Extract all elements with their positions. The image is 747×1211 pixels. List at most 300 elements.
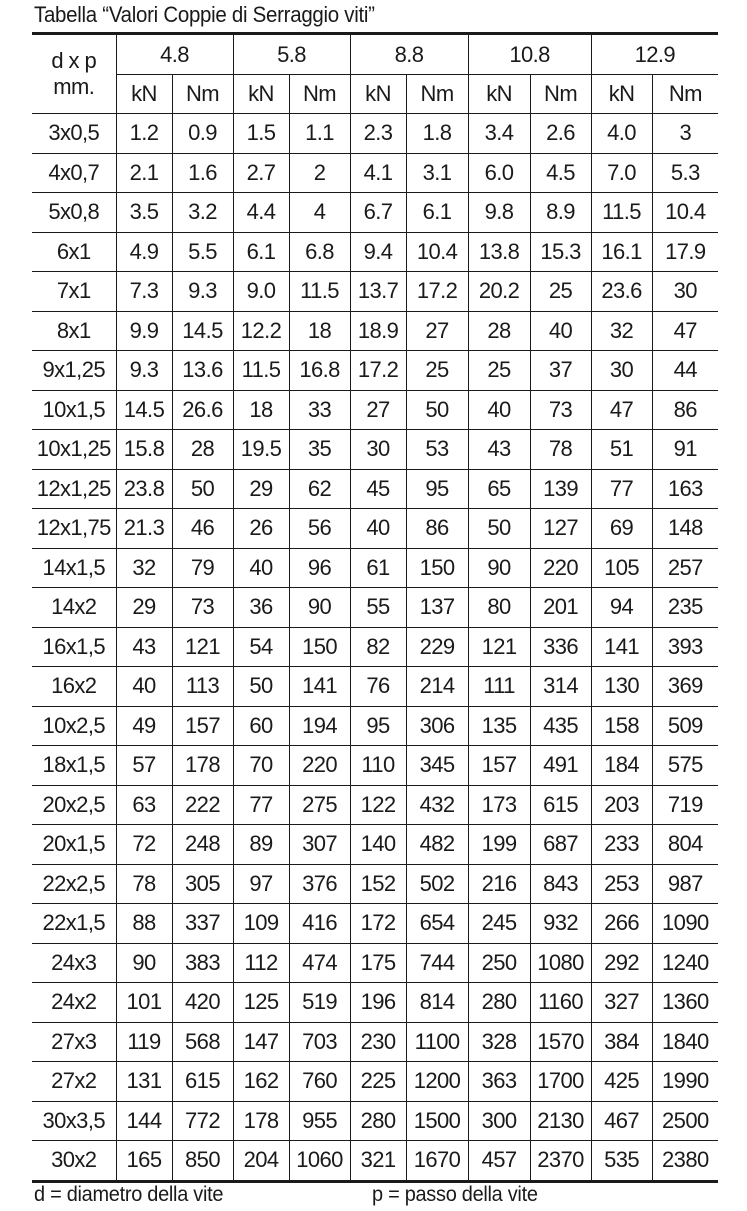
torque-nm-cell: 772 <box>172 1101 233 1141</box>
torque-nm-cell: 1240 <box>652 943 718 983</box>
footer-diameter-note: d = diametro della vite <box>34 1183 224 1206</box>
table-row <box>32 785 718 825</box>
force-kn-cell: 13.7 <box>350 272 406 312</box>
table-row <box>32 627 718 667</box>
unit-header: kN <box>350 75 406 114</box>
torque-nm-cell: 3.2 <box>172 193 233 233</box>
force-kn-cell: 49 <box>116 706 172 746</box>
force-kn-cell: 9.4 <box>350 232 406 272</box>
screw-size-cell: 3x0,5 <box>32 114 116 154</box>
force-kn-cell: 2.7 <box>233 153 289 193</box>
torque-nm-cell: 435 <box>530 706 591 746</box>
force-kn-cell: 2.1 <box>116 153 172 193</box>
force-kn-cell: 165 <box>116 1141 172 1182</box>
force-kn-cell: 60 <box>233 706 289 746</box>
screw-size-cell: 20x1,5 <box>32 825 116 865</box>
torque-nm-cell: 2370 <box>530 1141 591 1182</box>
force-kn-cell: 30 <box>350 430 406 470</box>
screw-size-cell: 10x1,25 <box>32 430 116 470</box>
torque-nm-cell: 3.1 <box>406 153 468 193</box>
torque-nm-cell: 141 <box>289 667 350 707</box>
torque-nm-cell: 235 <box>652 588 718 628</box>
force-kn-cell: 172 <box>350 904 406 944</box>
torque-nm-cell: 229 <box>406 627 468 667</box>
table-row <box>32 390 718 430</box>
table-row <box>32 1022 718 1062</box>
dxp-label: d x p <box>51 48 97 73</box>
torque-nm-cell: 1500 <box>406 1101 468 1141</box>
force-kn-cell: 45 <box>350 469 406 509</box>
torque-nm-cell: 314 <box>530 667 591 707</box>
force-kn-cell: 245 <box>468 904 530 944</box>
torque-nm-cell: 53 <box>406 430 468 470</box>
torque-nm-cell: 719 <box>652 785 718 825</box>
screw-size-cell: 9x1,25 <box>32 351 116 391</box>
force-kn-cell: 27 <box>350 390 406 430</box>
torque-nm-cell: 220 <box>530 548 591 588</box>
header-row-classes <box>32 34 718 75</box>
force-kn-cell: 203 <box>591 785 652 825</box>
force-kn-cell: 90 <box>468 548 530 588</box>
screw-size-cell: 10x2,5 <box>32 706 116 746</box>
header-row-units <box>32 75 718 114</box>
unit-header: Nm <box>172 75 233 114</box>
force-kn-cell: 18 <box>233 390 289 430</box>
torque-nm-cell: 248 <box>172 825 233 865</box>
torque-nm-cell: 804 <box>652 825 718 865</box>
force-kn-cell: 105 <box>591 548 652 588</box>
force-kn-cell: 4.4 <box>233 193 289 233</box>
torque-nm-cell: 37 <box>530 351 591 391</box>
force-kn-cell: 535 <box>591 1141 652 1182</box>
force-kn-cell: 82 <box>350 627 406 667</box>
force-kn-cell: 121 <box>468 627 530 667</box>
table-row <box>32 193 718 233</box>
torque-nm-cell: 163 <box>652 469 718 509</box>
force-kn-cell: 9.9 <box>116 311 172 351</box>
force-kn-cell: 17.2 <box>350 351 406 391</box>
unit-header: Nm <box>652 75 718 114</box>
force-kn-cell: 61 <box>350 548 406 588</box>
force-kn-cell: 9.8 <box>468 193 530 233</box>
screw-size-cell: 24x2 <box>32 983 116 1023</box>
torque-nm-cell: 5.5 <box>172 232 233 272</box>
force-kn-cell: 78 <box>116 864 172 904</box>
unit-header: kN <box>233 75 289 114</box>
table-title: Tabella “Valori Coppie di Serraggio viti” <box>34 2 375 27</box>
torque-nm-cell: 1100 <box>406 1022 468 1062</box>
screw-size-cell: 12x1,75 <box>32 509 116 549</box>
force-kn-cell: 147 <box>233 1022 289 1062</box>
force-kn-cell: 4.1 <box>350 153 406 193</box>
force-kn-cell: 12.2 <box>233 311 289 351</box>
force-kn-cell: 77 <box>233 785 289 825</box>
force-kn-cell: 321 <box>350 1141 406 1182</box>
screw-size-cell: 4x0,7 <box>32 153 116 193</box>
force-kn-cell: 23.6 <box>591 272 652 312</box>
class-header: 5.8 <box>233 34 350 75</box>
force-kn-cell: 89 <box>233 825 289 865</box>
force-kn-cell: 140 <box>350 825 406 865</box>
unit-mm-label: mm. <box>53 74 95 99</box>
torque-nm-cell: 40 <box>530 311 591 351</box>
force-kn-cell: 70 <box>233 746 289 786</box>
torque-nm-cell: 11.5 <box>289 272 350 312</box>
force-kn-cell: 50 <box>468 509 530 549</box>
screw-size-cell: 22x1,5 <box>32 904 116 944</box>
class-header: 12.9 <box>591 34 718 75</box>
force-kn-cell: 3.4 <box>468 114 530 154</box>
torque-nm-cell: 1080 <box>530 943 591 983</box>
class-header: 8.8 <box>350 34 468 75</box>
torque-nm-cell: 121 <box>172 627 233 667</box>
torque-nm-cell: 17.2 <box>406 272 468 312</box>
force-kn-cell: 95 <box>350 706 406 746</box>
force-kn-cell: 3.5 <box>116 193 172 233</box>
torque-nm-cell: 15.3 <box>530 232 591 272</box>
force-kn-cell: 199 <box>468 825 530 865</box>
torque-nm-cell: 687 <box>530 825 591 865</box>
torque-nm-cell: 2 <box>289 153 350 193</box>
force-kn-cell: 28 <box>468 311 530 351</box>
torque-nm-cell: 744 <box>406 943 468 983</box>
force-kn-cell: 250 <box>468 943 530 983</box>
torque-nm-cell: 78 <box>530 430 591 470</box>
force-kn-cell: 57 <box>116 746 172 786</box>
table-row <box>32 1141 718 1182</box>
torque-nm-cell: 519 <box>289 983 350 1023</box>
torque-nm-cell: 502 <box>406 864 468 904</box>
force-kn-cell: 467 <box>591 1101 652 1141</box>
screw-size-cell: 20x2,5 <box>32 785 116 825</box>
torque-nm-cell: 393 <box>652 627 718 667</box>
force-kn-cell: 15.8 <box>116 430 172 470</box>
torque-nm-cell: 432 <box>406 785 468 825</box>
torque-nm-cell: 1.6 <box>172 153 233 193</box>
table-row <box>32 1101 718 1141</box>
force-kn-cell: 6.1 <box>233 232 289 272</box>
force-kn-cell: 225 <box>350 1062 406 1102</box>
force-kn-cell: 14.5 <box>116 390 172 430</box>
force-kn-cell: 111 <box>468 667 530 707</box>
force-kn-cell: 9.3 <box>116 351 172 391</box>
torque-nm-cell: 1.1 <box>289 114 350 154</box>
torque-nm-cell: 5.3 <box>652 153 718 193</box>
torque-nm-cell: 27 <box>406 311 468 351</box>
torque-nm-cell: 2130 <box>530 1101 591 1141</box>
torque-nm-cell: 6.1 <box>406 193 468 233</box>
torque-nm-cell: 568 <box>172 1022 233 1062</box>
force-kn-cell: 363 <box>468 1062 530 1102</box>
torque-nm-cell: 10.4 <box>406 232 468 272</box>
force-kn-cell: 328 <box>468 1022 530 1062</box>
force-kn-cell: 13.8 <box>468 232 530 272</box>
force-kn-cell: 266 <box>591 904 652 944</box>
torque-nm-cell: 1.8 <box>406 114 468 154</box>
force-kn-cell: 80 <box>468 588 530 628</box>
torque-nm-cell: 79 <box>172 548 233 588</box>
table-row <box>32 864 718 904</box>
torque-nm-cell: 86 <box>652 390 718 430</box>
torque-nm-cell: 474 <box>289 943 350 983</box>
torque-nm-cell: 28 <box>172 430 233 470</box>
torque-nm-cell: 157 <box>172 706 233 746</box>
force-kn-cell: 4.9 <box>116 232 172 272</box>
torque-nm-cell: 222 <box>172 785 233 825</box>
table-row <box>32 430 718 470</box>
table-row <box>32 904 718 944</box>
torque-nm-cell: 86 <box>406 509 468 549</box>
force-kn-cell: 4.0 <box>591 114 652 154</box>
force-kn-cell: 162 <box>233 1062 289 1102</box>
torque-nm-cell: 9.3 <box>172 272 233 312</box>
force-kn-cell: 16.1 <box>591 232 652 272</box>
torque-nm-cell: 2.6 <box>530 114 591 154</box>
force-kn-cell: 112 <box>233 943 289 983</box>
force-kn-cell: 230 <box>350 1022 406 1062</box>
torque-nm-cell: 8.9 <box>530 193 591 233</box>
screw-size-cell: 16x2 <box>32 667 116 707</box>
unit-header: Nm <box>530 75 591 114</box>
torque-nm-cell: 214 <box>406 667 468 707</box>
torque-nm-cell: 17.9 <box>652 232 718 272</box>
force-kn-cell: 457 <box>468 1141 530 1182</box>
force-kn-cell: 130 <box>591 667 652 707</box>
force-kn-cell: 36 <box>233 588 289 628</box>
torque-nm-cell: 25 <box>406 351 468 391</box>
force-kn-cell: 76 <box>350 667 406 707</box>
torque-nm-cell: 47 <box>652 311 718 351</box>
screw-size-cell: 14x1,5 <box>32 548 116 588</box>
force-kn-cell: 47 <box>591 390 652 430</box>
screw-size-cell: 27x3 <box>32 1022 116 1062</box>
torque-nm-cell: 4.5 <box>530 153 591 193</box>
torque-table <box>32 32 718 1183</box>
force-kn-cell: 40 <box>468 390 530 430</box>
torque-nm-cell: 14.5 <box>172 311 233 351</box>
torque-nm-cell: 73 <box>530 390 591 430</box>
torque-nm-cell: 113 <box>172 667 233 707</box>
table-row <box>32 153 718 193</box>
table-row <box>32 509 718 549</box>
table-row <box>32 746 718 786</box>
force-kn-cell: 101 <box>116 983 172 1023</box>
torque-nm-cell: 420 <box>172 983 233 1023</box>
torque-nm-cell: 257 <box>652 548 718 588</box>
screw-size-cell: 22x2,5 <box>32 864 116 904</box>
torque-nm-cell: 482 <box>406 825 468 865</box>
force-kn-cell: 7.0 <box>591 153 652 193</box>
torque-nm-cell: 127 <box>530 509 591 549</box>
class-header: 10.8 <box>468 34 591 75</box>
force-kn-cell: 90 <box>116 943 172 983</box>
force-kn-cell: 6.0 <box>468 153 530 193</box>
force-kn-cell: 135 <box>468 706 530 746</box>
torque-nm-cell: 16.8 <box>289 351 350 391</box>
screw-size-cell: 16x1,5 <box>32 627 116 667</box>
force-kn-cell: 1.2 <box>116 114 172 154</box>
footer-pitch-note: p = passo della vite <box>372 1183 538 1206</box>
table-row <box>32 272 718 312</box>
force-kn-cell: 51 <box>591 430 652 470</box>
screw-size-cell: 6x1 <box>32 232 116 272</box>
class-header: 4.8 <box>116 34 233 75</box>
screw-size-cell: 24x3 <box>32 943 116 983</box>
torque-nm-cell: 0.9 <box>172 114 233 154</box>
torque-nm-cell: 1700 <box>530 1062 591 1102</box>
force-kn-cell: 72 <box>116 825 172 865</box>
table-body <box>32 114 718 1182</box>
force-kn-cell: 43 <box>116 627 172 667</box>
force-kn-cell: 40 <box>350 509 406 549</box>
table-row <box>32 311 718 351</box>
force-kn-cell: 40 <box>116 667 172 707</box>
table-row <box>32 548 718 588</box>
force-kn-cell: 327 <box>591 983 652 1023</box>
torque-nm-cell: 275 <box>289 785 350 825</box>
torque-nm-cell: 1360 <box>652 983 718 1023</box>
screw-size-cell: 5x0,8 <box>32 193 116 233</box>
torque-nm-cell: 201 <box>530 588 591 628</box>
force-kn-cell: 144 <box>116 1101 172 1141</box>
force-kn-cell: 184 <box>591 746 652 786</box>
force-kn-cell: 20.2 <box>468 272 530 312</box>
table-row <box>32 114 718 154</box>
torque-nm-cell: 73 <box>172 588 233 628</box>
torque-nm-cell: 1840 <box>652 1022 718 1062</box>
force-kn-cell: 131 <box>116 1062 172 1102</box>
force-kn-cell: 1.5 <box>233 114 289 154</box>
force-kn-cell: 77 <box>591 469 652 509</box>
torque-nm-cell: 1570 <box>530 1022 591 1062</box>
force-kn-cell: 29 <box>233 469 289 509</box>
torque-nm-cell: 139 <box>530 469 591 509</box>
torque-nm-cell: 850 <box>172 1141 233 1182</box>
torque-nm-cell: 345 <box>406 746 468 786</box>
torque-nm-cell: 178 <box>172 746 233 786</box>
force-kn-cell: 425 <box>591 1062 652 1102</box>
force-kn-cell: 11.5 <box>233 351 289 391</box>
torque-nm-cell: 703 <box>289 1022 350 1062</box>
torque-nm-cell: 337 <box>172 904 233 944</box>
torque-nm-cell: 1670 <box>406 1141 468 1182</box>
force-kn-cell: 94 <box>591 588 652 628</box>
table-row <box>32 232 718 272</box>
force-kn-cell: 178 <box>233 1101 289 1141</box>
force-kn-cell: 25 <box>468 351 530 391</box>
torque-nm-cell: 987 <box>652 864 718 904</box>
force-kn-cell: 97 <box>233 864 289 904</box>
torque-nm-cell: 10.4 <box>652 193 718 233</box>
torque-nm-cell: 955 <box>289 1101 350 1141</box>
force-kn-cell: 11.5 <box>591 193 652 233</box>
torque-nm-cell: 654 <box>406 904 468 944</box>
torque-nm-cell: 50 <box>172 469 233 509</box>
screw-size-cell: 14x2 <box>32 588 116 628</box>
torque-nm-cell: 90 <box>289 588 350 628</box>
torque-nm-cell: 305 <box>172 864 233 904</box>
force-kn-cell: 32 <box>116 548 172 588</box>
screw-size-cell: 8x1 <box>32 311 116 351</box>
screw-size-cell: 18x1,5 <box>32 746 116 786</box>
table-row <box>32 351 718 391</box>
force-kn-cell: 30 <box>591 351 652 391</box>
unit-header: Nm <box>406 75 468 114</box>
force-kn-cell: 292 <box>591 943 652 983</box>
screw-size-cell: 7x1 <box>32 272 116 312</box>
torque-nm-cell: 6.8 <box>289 232 350 272</box>
force-kn-cell: 110 <box>350 746 406 786</box>
torque-nm-cell: 509 <box>652 706 718 746</box>
force-kn-cell: 157 <box>468 746 530 786</box>
torque-nm-cell: 33 <box>289 390 350 430</box>
torque-nm-cell: 148 <box>652 509 718 549</box>
force-kn-cell: 109 <box>233 904 289 944</box>
unit-header: Nm <box>289 75 350 114</box>
force-kn-cell: 54 <box>233 627 289 667</box>
torque-nm-cell: 13.6 <box>172 351 233 391</box>
force-kn-cell: 204 <box>233 1141 289 1182</box>
force-kn-cell: 69 <box>591 509 652 549</box>
torque-nm-cell: 491 <box>530 746 591 786</box>
torque-nm-cell: 615 <box>172 1062 233 1102</box>
torque-nm-cell: 62 <box>289 469 350 509</box>
torque-nm-cell: 220 <box>289 746 350 786</box>
force-kn-cell: 9.0 <box>233 272 289 312</box>
force-kn-cell: 233 <box>591 825 652 865</box>
torque-nm-cell: 1060 <box>289 1141 350 1182</box>
force-kn-cell: 119 <box>116 1022 172 1062</box>
torque-nm-cell: 137 <box>406 588 468 628</box>
force-kn-cell: 29 <box>116 588 172 628</box>
force-kn-cell: 173 <box>468 785 530 825</box>
torque-nm-cell: 369 <box>652 667 718 707</box>
force-kn-cell: 158 <box>591 706 652 746</box>
torque-nm-cell: 91 <box>652 430 718 470</box>
torque-nm-cell: 26.6 <box>172 390 233 430</box>
torque-nm-cell: 1160 <box>530 983 591 1023</box>
force-kn-cell: 300 <box>468 1101 530 1141</box>
torque-nm-cell: 760 <box>289 1062 350 1102</box>
torque-nm-cell: 150 <box>406 548 468 588</box>
table-row <box>32 469 718 509</box>
torque-nm-cell: 96 <box>289 548 350 588</box>
force-kn-cell: 6.7 <box>350 193 406 233</box>
dxp-header <box>32 34 116 114</box>
force-kn-cell: 63 <box>116 785 172 825</box>
force-kn-cell: 141 <box>591 627 652 667</box>
screw-size-cell: 30x3,5 <box>32 1101 116 1141</box>
force-kn-cell: 43 <box>468 430 530 470</box>
screw-size-cell: 30x2 <box>32 1141 116 1182</box>
torque-nm-cell: 416 <box>289 904 350 944</box>
torque-nm-cell: 2500 <box>652 1101 718 1141</box>
torque-nm-cell: 376 <box>289 864 350 904</box>
table-row <box>32 825 718 865</box>
unit-header: kN <box>116 75 172 114</box>
screw-size-cell: 10x1,5 <box>32 390 116 430</box>
screw-size-cell: 27x2 <box>32 1062 116 1102</box>
torque-nm-cell: 25 <box>530 272 591 312</box>
force-kn-cell: 280 <box>468 983 530 1023</box>
force-kn-cell: 280 <box>350 1101 406 1141</box>
torque-nm-cell: 336 <box>530 627 591 667</box>
torque-nm-cell: 1200 <box>406 1062 468 1102</box>
torque-nm-cell: 932 <box>530 904 591 944</box>
table-row <box>32 588 718 628</box>
unit-header: kN <box>468 75 530 114</box>
screw-size-cell: 12x1,25 <box>32 469 116 509</box>
